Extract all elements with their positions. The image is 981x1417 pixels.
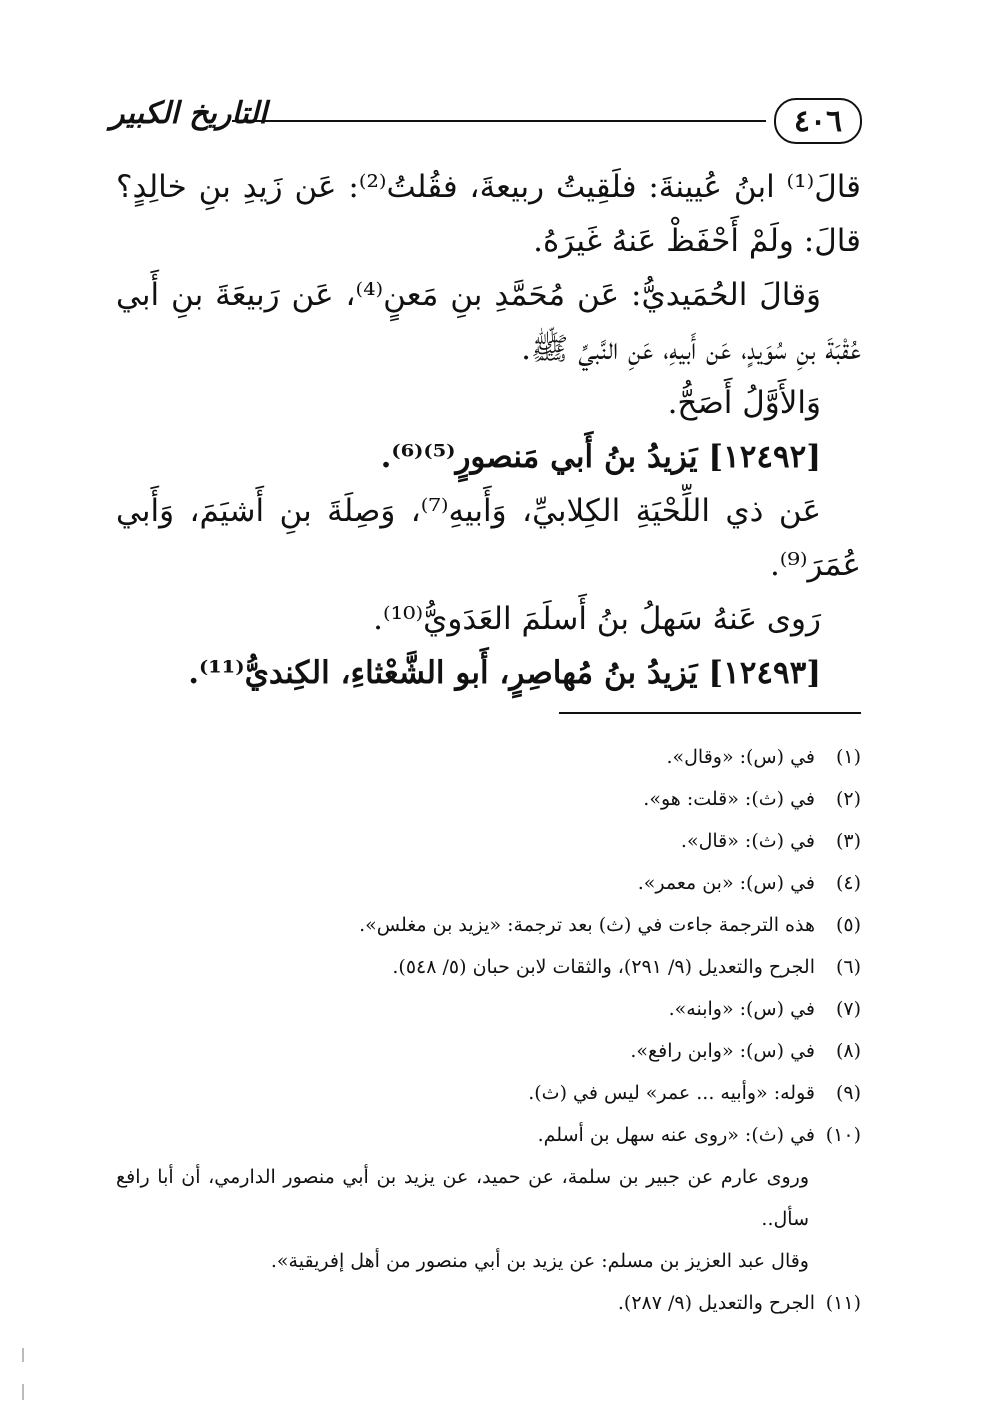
footnote-number: (٩) bbox=[835, 1082, 861, 1104]
footnote-number: (٣) bbox=[835, 830, 861, 852]
footnote-text: في (س): «وابنه». bbox=[668, 998, 815, 1020]
footnote-text: في (س): «وقال». bbox=[666, 746, 815, 768]
footnote-text: في (س): «وابن رافع». bbox=[630, 1040, 815, 1062]
footnote-continuation: وقال عبد العزيز بن مسلم: عن يزيد بن أبي منصور من أهل إفريقية». bbox=[270, 1250, 809, 1272]
footnote-number: (١١) bbox=[825, 1292, 861, 1314]
main-text bbox=[116, 160, 861, 700]
footnote-text: في (س): «بن معمر». bbox=[637, 872, 815, 894]
footnote-number: (١٠) bbox=[825, 1124, 861, 1146]
footnote bbox=[116, 946, 861, 988]
footnote bbox=[116, 904, 861, 946]
footnote-number: (٤) bbox=[835, 872, 861, 894]
footnote-text: قوله: «وأبيه ... عمر» ليس في (ث). bbox=[528, 1082, 815, 1104]
footnote-text: الجرح والتعديل (٩/ ٢٨٧). bbox=[617, 1292, 815, 1314]
footnote-continuation: سأل.. bbox=[761, 1208, 809, 1230]
footnote-text: الجرح والتعديل (٩/ ٢٩١)، والثقات لابن حبان (٥/ ٥٤٨). bbox=[392, 956, 815, 978]
margin-mark bbox=[22, 1384, 24, 1400]
entry-heading: [١٢٤٩٣] يَزيدُ بنُ مُهاصِرٍ، أَبو الشَّعْثاءِ، الكِنديُّ⁽¹¹⁾. bbox=[188, 655, 821, 691]
footnote-text: هذه الترجمة جاءت في (ث) بعد ترجمة: «يزيد بن مغلس». bbox=[359, 914, 815, 936]
footnote-number: (١) bbox=[835, 746, 861, 768]
text-line: وَالأَوَّلُ أَصَحُّ. bbox=[667, 385, 821, 421]
footnote bbox=[116, 1282, 861, 1324]
text-line: قالَ⁽¹⁾ ابنُ عُيينةَ: فلَقِيتُ ربيعةَ، فقُلتُ⁽²⁾: عَن زَيدِ بنِ خالِدٍ؟ bbox=[116, 169, 861, 205]
footnote-separator bbox=[559, 712, 861, 714]
text-line: عَن ذي اللِّحْيَةِ الكِلابيِّ، وَأَبيهِ⁽⁷⁾، وَصِلَةَ بنِ أَشيَمَ، وَأَبي bbox=[116, 493, 821, 529]
footnote-text: في (ث): «روى عنه سهل بن أسلم. bbox=[537, 1124, 815, 1146]
text-line: عُقْبَةَ بنِ سُوَيدٍ، عَن أَبيهِ، عَنِ النَّبيِّ ﷺ. bbox=[521, 331, 861, 367]
footnote-number: (٧) bbox=[835, 998, 861, 1020]
footnote-number: (٨) bbox=[835, 1040, 861, 1062]
footnote bbox=[116, 778, 861, 820]
text-line: وَقالَ الحُمَيديُّ: عَن مُحَمَّدِ بنِ مَعنٍ⁽⁴⁾، عَن رَبيعَةَ بنِ أَبي bbox=[116, 277, 821, 313]
footnote bbox=[116, 1030, 861, 1072]
footnote-number: (٢) bbox=[835, 788, 861, 810]
page-header bbox=[110, 96, 862, 154]
footnote bbox=[116, 1072, 861, 1114]
entry-heading: [١٢٤٩٢] يَزيدُ بنُ أَبي مَنصورٍ⁽⁵⁾⁽⁶⁾. bbox=[380, 439, 821, 475]
page-number: ٤٠٦ bbox=[774, 98, 862, 144]
footnote-continuation: وروى عارم عن جبير بن سلمة، عن حميد، عن يزيد بن أبي منصور الدارمي، أن أبا رافع bbox=[116, 1166, 809, 1188]
footnote-text: في (ث): «قلت: هو». bbox=[643, 788, 815, 810]
text-line: عُمَرَ⁽⁹⁾. bbox=[769, 547, 861, 583]
footnote bbox=[116, 736, 861, 778]
text-line: قالَ: ولَمْ أَحْفَظْ عَنهُ غَيرَهُ. bbox=[533, 223, 861, 259]
footnote bbox=[116, 1114, 861, 1156]
book-title: التاريخ الكبير bbox=[110, 96, 268, 131]
footnote bbox=[116, 988, 861, 1030]
footnote bbox=[116, 820, 861, 862]
footnote bbox=[116, 862, 861, 904]
text-line: رَوى عَنهُ سَهلُ بنُ أَسلَمَ العَدَويُّ⁽¹⁰⁾. bbox=[373, 601, 821, 637]
footnote-text: في (ث): «قال». bbox=[680, 830, 815, 852]
footnote-number: (٦) bbox=[835, 956, 861, 978]
margin-mark bbox=[22, 1348, 24, 1362]
header-rule bbox=[232, 120, 766, 122]
footnotes bbox=[116, 736, 861, 1324]
footnote-number: (٥) bbox=[835, 914, 861, 936]
